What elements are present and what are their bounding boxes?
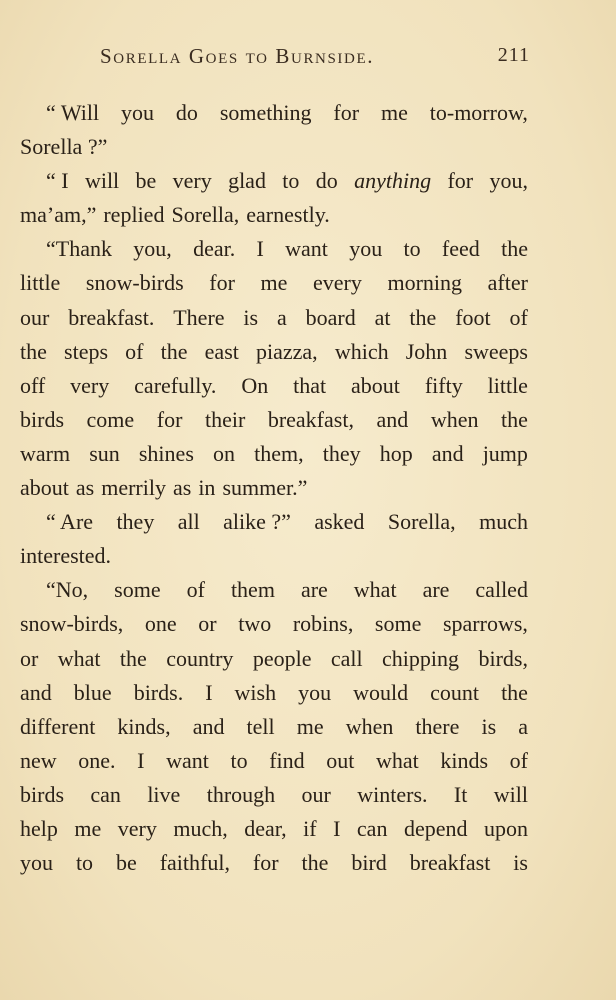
word: to-morrow, bbox=[429, 100, 528, 125]
word: sweeps bbox=[464, 338, 528, 364]
word: I bbox=[205, 679, 213, 705]
word: do bbox=[315, 168, 338, 194]
text-line bbox=[20, 471, 528, 505]
text-line bbox=[20, 812, 528, 846]
word: be bbox=[135, 168, 157, 194]
word: the bbox=[501, 679, 528, 705]
word: birds bbox=[20, 406, 64, 432]
word: robins, bbox=[292, 611, 354, 637]
word: is bbox=[243, 304, 259, 330]
word: summer.” bbox=[222, 475, 308, 501]
word: which bbox=[334, 338, 389, 364]
text-line bbox=[20, 710, 528, 744]
text-line bbox=[20, 539, 528, 573]
word: There bbox=[173, 304, 225, 330]
word: interested. bbox=[20, 543, 112, 569]
text-line bbox=[20, 130, 528, 164]
word: come bbox=[86, 406, 135, 432]
word: after bbox=[487, 270, 528, 296]
word: two bbox=[238, 611, 272, 637]
word: snow-birds, bbox=[20, 611, 124, 637]
word: hop bbox=[379, 440, 413, 466]
word: our bbox=[301, 781, 331, 807]
text-line bbox=[20, 96, 528, 130]
word: alike ?” bbox=[223, 509, 291, 535]
word: live bbox=[147, 781, 181, 807]
word: the bbox=[501, 406, 528, 432]
word: sun bbox=[89, 440, 120, 466]
word: about bbox=[20, 475, 69, 501]
word: people bbox=[252, 645, 312, 671]
word: little bbox=[20, 270, 61, 296]
word: new bbox=[20, 747, 57, 773]
text-line bbox=[20, 505, 528, 539]
text-line bbox=[20, 335, 528, 369]
word: faithful, bbox=[159, 850, 230, 876]
word: to bbox=[403, 236, 421, 262]
word: tell bbox=[246, 713, 275, 739]
word: when bbox=[345, 713, 394, 739]
text-line bbox=[20, 232, 528, 266]
word: Sorella, bbox=[171, 202, 240, 228]
word: you bbox=[298, 679, 332, 705]
running-head bbox=[100, 44, 530, 76]
word: the bbox=[160, 338, 188, 364]
word: would bbox=[353, 679, 409, 705]
word: in bbox=[198, 475, 216, 501]
word: “Thank bbox=[46, 236, 112, 262]
word: the bbox=[501, 236, 528, 262]
word: want bbox=[166, 747, 209, 773]
word: east bbox=[204, 338, 239, 364]
running-title: Sorella Goes to Burnside. bbox=[100, 44, 375, 68]
word: glad bbox=[228, 168, 266, 194]
word: warm bbox=[20, 440, 71, 466]
word: or bbox=[198, 611, 217, 637]
word: winters. bbox=[357, 781, 428, 807]
word: On bbox=[241, 372, 269, 398]
word: out bbox=[326, 747, 355, 773]
word: I bbox=[333, 815, 341, 841]
word: is bbox=[513, 850, 528, 876]
text-line bbox=[20, 676, 528, 710]
word: anything bbox=[354, 168, 432, 194]
word: are bbox=[422, 577, 450, 603]
word: merrily bbox=[101, 475, 166, 501]
text-line bbox=[20, 164, 528, 198]
word: what bbox=[353, 577, 397, 603]
text-line bbox=[20, 573, 528, 607]
page-number: 211 bbox=[497, 44, 530, 66]
word: steps bbox=[64, 338, 109, 364]
word: snow-birds bbox=[85, 270, 184, 296]
word: and bbox=[376, 406, 409, 432]
word: to bbox=[282, 168, 300, 194]
word: dear. bbox=[193, 236, 236, 262]
word: very bbox=[172, 168, 212, 194]
word: I bbox=[137, 747, 145, 773]
word: “ I bbox=[46, 168, 69, 194]
word: every bbox=[313, 270, 362, 296]
text-line bbox=[20, 607, 528, 641]
word: when bbox=[430, 406, 479, 432]
word: breakfast bbox=[409, 850, 491, 876]
word: morning bbox=[387, 270, 463, 296]
word: help bbox=[20, 815, 58, 841]
word: about bbox=[351, 372, 400, 398]
word: some bbox=[114, 577, 161, 603]
word: one bbox=[144, 611, 177, 637]
word: “ Will bbox=[46, 100, 100, 125]
word: there bbox=[415, 713, 460, 739]
word: very bbox=[117, 815, 157, 841]
word: for bbox=[209, 270, 235, 296]
word: feed bbox=[441, 236, 480, 262]
word: carefully. bbox=[134, 372, 217, 398]
word: blue bbox=[73, 679, 112, 705]
word: will bbox=[493, 781, 528, 807]
word: dear, bbox=[244, 815, 287, 841]
word: fifty bbox=[424, 372, 463, 398]
word: depend bbox=[403, 815, 468, 841]
text-line bbox=[20, 403, 528, 437]
word: piazza, bbox=[256, 338, 318, 364]
word: for bbox=[447, 168, 474, 194]
word: me bbox=[74, 815, 102, 841]
word: off bbox=[20, 372, 46, 398]
word: find bbox=[269, 747, 305, 773]
text-line bbox=[20, 642, 528, 676]
word: you bbox=[121, 100, 154, 125]
word: me bbox=[380, 100, 408, 125]
body-text bbox=[20, 96, 528, 880]
word: a bbox=[277, 304, 287, 330]
word: can bbox=[356, 815, 388, 841]
word: much bbox=[479, 509, 528, 535]
word: are bbox=[300, 577, 328, 603]
word: do bbox=[175, 100, 198, 125]
word: bird bbox=[351, 850, 387, 876]
word: replied bbox=[103, 202, 165, 228]
word: me bbox=[260, 270, 288, 296]
word: be bbox=[116, 850, 137, 876]
word: wish bbox=[234, 679, 277, 705]
text-line bbox=[20, 266, 528, 300]
word: kinds, bbox=[117, 713, 171, 739]
word: want bbox=[285, 236, 328, 262]
word: they bbox=[322, 440, 361, 466]
word: of bbox=[186, 577, 205, 603]
word: and bbox=[20, 679, 52, 705]
word: as bbox=[75, 475, 95, 501]
word: all bbox=[177, 509, 200, 535]
text-line bbox=[20, 437, 528, 471]
word: “ Are bbox=[46, 509, 94, 535]
word: as bbox=[172, 475, 192, 501]
word: It bbox=[453, 781, 468, 807]
word: board bbox=[305, 304, 356, 330]
word: sparrows, bbox=[442, 611, 528, 637]
word: you bbox=[349, 236, 383, 262]
word: on bbox=[212, 440, 235, 466]
word: them bbox=[230, 577, 275, 603]
word: earnestly. bbox=[246, 202, 330, 228]
word: will bbox=[84, 168, 120, 194]
word: something bbox=[219, 100, 312, 125]
word: they bbox=[116, 509, 155, 535]
word: Sorella ?” bbox=[20, 134, 108, 160]
word: can bbox=[90, 781, 121, 807]
word: through bbox=[206, 781, 276, 807]
word: you, bbox=[133, 236, 172, 262]
word: birds bbox=[20, 781, 64, 807]
word: birds. bbox=[133, 679, 184, 705]
word: that bbox=[293, 372, 327, 398]
word: or bbox=[20, 645, 39, 671]
word: a bbox=[518, 713, 528, 739]
word: call bbox=[330, 645, 363, 671]
word: if bbox=[303, 815, 317, 841]
word: the bbox=[409, 304, 437, 330]
word: birds, bbox=[478, 645, 528, 671]
word: our bbox=[20, 304, 50, 330]
word: you bbox=[20, 850, 53, 876]
text-line bbox=[20, 778, 528, 812]
word: kinds bbox=[440, 747, 489, 773]
word: shines bbox=[138, 440, 194, 466]
word: count bbox=[430, 679, 480, 705]
word: to bbox=[75, 850, 94, 876]
word: to bbox=[230, 747, 248, 773]
text-line bbox=[20, 198, 528, 232]
word: their bbox=[204, 406, 246, 432]
word: country bbox=[166, 645, 234, 671]
word: called bbox=[475, 577, 528, 603]
word: of bbox=[125, 338, 144, 364]
word: for bbox=[252, 850, 279, 876]
word: I bbox=[256, 236, 264, 262]
word: of bbox=[509, 747, 528, 773]
text-line bbox=[20, 369, 528, 403]
word: breakfast, bbox=[267, 406, 354, 432]
word: jump bbox=[482, 440, 528, 466]
word: and bbox=[192, 713, 225, 739]
word: the bbox=[119, 645, 147, 671]
text-line bbox=[20, 744, 528, 778]
word: for bbox=[333, 100, 360, 125]
word: of bbox=[509, 304, 528, 330]
text-line bbox=[20, 846, 528, 880]
word: different bbox=[20, 713, 96, 739]
word: the bbox=[20, 338, 47, 364]
word: the bbox=[301, 850, 329, 876]
word: and bbox=[431, 440, 464, 466]
word: is bbox=[481, 713, 497, 739]
word: asked bbox=[314, 509, 365, 535]
word: little bbox=[487, 372, 528, 398]
word: one. bbox=[78, 747, 116, 773]
word: foot bbox=[455, 304, 491, 330]
text-line bbox=[20, 301, 528, 335]
word: very bbox=[70, 372, 110, 398]
word: breakfast. bbox=[68, 304, 155, 330]
word: John bbox=[405, 338, 448, 364]
word: upon bbox=[483, 815, 528, 841]
word: chipping bbox=[382, 645, 460, 671]
word: them, bbox=[254, 440, 304, 466]
word: “No, bbox=[46, 577, 89, 603]
word: me bbox=[296, 713, 324, 739]
word: ma’am,” bbox=[20, 202, 97, 228]
word: what bbox=[375, 747, 419, 773]
word: much, bbox=[173, 815, 228, 841]
word: what bbox=[57, 645, 101, 671]
word: some bbox=[374, 611, 422, 637]
word: you, bbox=[489, 168, 528, 194]
word: Sorella, bbox=[387, 509, 456, 535]
word: at bbox=[374, 304, 391, 330]
word: for bbox=[156, 406, 183, 432]
